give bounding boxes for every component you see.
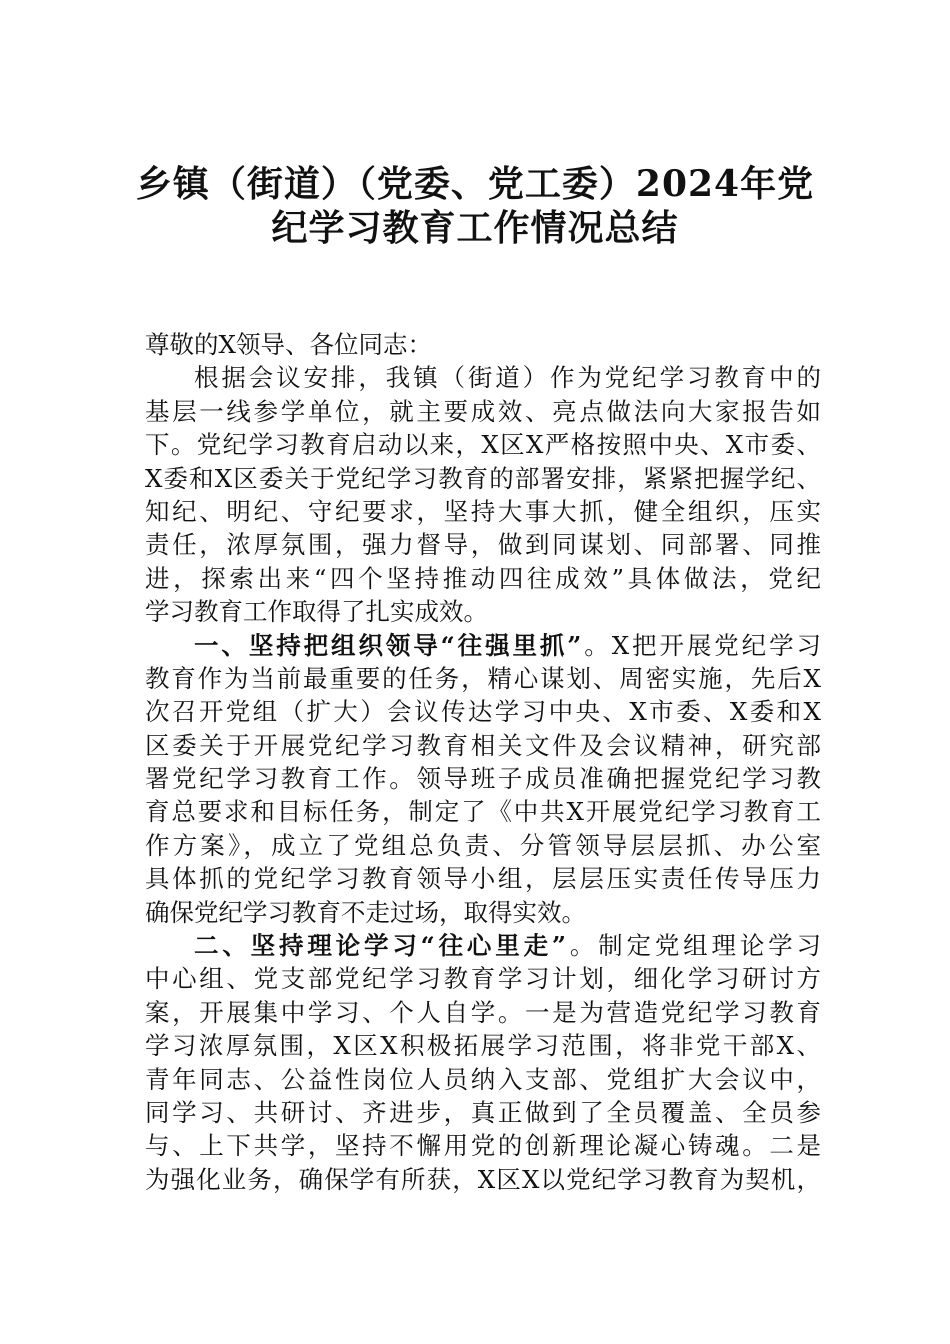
paragraph-line: 与、上下共学，坚持不懈用党的创新理论凝心铸魂。二是 [145, 1131, 821, 1161]
paragraph-line: 学习浓厚氛围，X区X积极拓展学习范围，将非党干部X、 [145, 1031, 821, 1061]
paragraph-line [145, 629, 821, 662]
paragraph-line: 同学习、共研讨、齐进步，真正做到了全员覆盖、全员参 [145, 1097, 821, 1127]
paragraph-line: X委和X区委关于党纪学习教育的部署安排，紧紧把握学纪、 [145, 463, 821, 493]
paragraph-line: 责任，浓厚氛围，强力督导，做到同谋划、同部署、同推 [145, 530, 821, 560]
paragraph-line: 确保党纪学习教育不走过场，取得实效。 [145, 897, 586, 927]
section-heading-1: 一、坚持把组织领导“往强里抓” [194, 630, 582, 660]
paragraph-line: 基层一线参学单位，就主要成效、亮点做法向大家报告如 [145, 396, 821, 426]
paragraph-line [145, 929, 821, 962]
paragraph-line: 知纪、明纪、守纪要求，坚持大事大抓，健全组织，压实 [145, 496, 821, 526]
paragraph-2 [145, 629, 821, 930]
paragraph-1 [145, 361, 821, 628]
salutation: 尊敬的X领导、各位同志： [145, 330, 432, 359]
heading-continuation: 。X把开展党纪学习 [581, 630, 821, 660]
document-body [145, 328, 821, 1196]
paragraph-line: 案，开展集中学习、个人自学。一是为营造党纪学习教育 [145, 997, 821, 1027]
paragraph-line: 育总要求和目标任务，制定了《中共X开展党纪学习教育工 [145, 797, 821, 827]
paragraph-line: 教育作为当前最重要的任务，精心谋划、周密实施，先后X [145, 663, 821, 693]
paragraph-line: 青年同志、公益性岗位人员纳入支部、党组扩大会议中， [145, 1064, 821, 1094]
paragraph-line: 为强化业务，确保学有所获，X区X以党纪学习教育为契机， [145, 1164, 821, 1194]
paragraph-line: 学习教育工作取得了扎实成效。 [145, 597, 488, 627]
paragraph-line: 中心组、党支部党纪学习教育学习计划，细化学习研讨方 [145, 964, 821, 994]
paragraph-line: 作方案》，成立了党组总负责、分管领导层层抓、办公室 [145, 830, 821, 860]
heading-continuation: 。制定党组理论学习 [566, 931, 822, 961]
paragraph-line: 区委关于开展党纪学习教育相关文件及会议精神，研究部 [145, 730, 821, 760]
paragraph-line: 次召开党组（扩大）会议传达学习中央、X市委、X委和X [145, 697, 821, 727]
section-heading-2: 二、坚持理论学习“往心里走” [194, 931, 567, 961]
paragraph-line: 具体抓的党纪学习教育领导小组，层层压实责任传导压力 [145, 864, 821, 894]
paragraph-line: 署党纪学习教育工作。领导班子成员准确把握党纪学习教 [145, 764, 821, 794]
paragraph-line: 下。党纪学习教育启动以来，X区X严格按照中央、X市委、 [145, 430, 821, 460]
paragraph-line: 根据会议安排，我镇（街道）作为党纪学习教育中的 [194, 363, 821, 393]
document-title-line-2: 纪学习教育工作情况总结 [271, 207, 679, 249]
paragraph-3 [145, 929, 821, 1196]
document-title-line-1: 乡镇（街道）（党委、党工委）2024年党 [135, 163, 815, 205]
paragraph-line: 进，探索出来“四个坚持推动四往成效”具体做法，党纪 [145, 563, 821, 593]
